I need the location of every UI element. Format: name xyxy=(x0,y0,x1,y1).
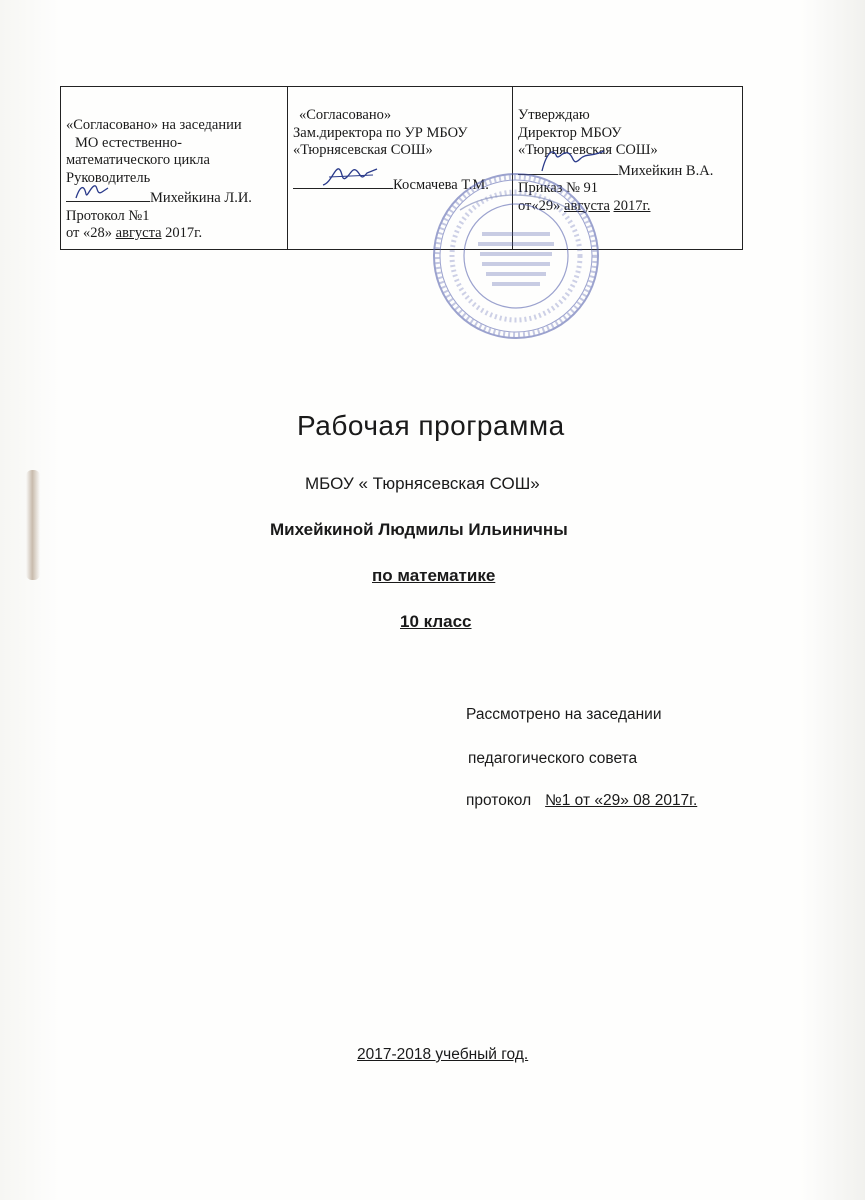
approval-deputy-line2: Зам.директора по УР МБОУ xyxy=(293,124,468,141)
approval-table xyxy=(60,86,743,250)
approval-director-signer: Михейкин В.А. xyxy=(618,162,714,179)
signature-mikheikina xyxy=(72,180,112,202)
grade-level: 10 класс xyxy=(400,612,472,631)
approval-director-date-year: 2017г. xyxy=(613,197,651,214)
approval-director-line2: Директор МБОУ xyxy=(518,124,622,141)
approval-director-order: Приказ № 91 xyxy=(518,180,599,196)
approval-mo-line1: «Согласовано» на заседании xyxy=(66,117,242,133)
approval-mo-line4: Руководитель xyxy=(66,169,151,186)
approval-director-line3: «Тюрнясевская СОШ» xyxy=(518,142,658,158)
approval-mo-line3: математического цикла xyxy=(66,152,210,168)
approval-director-date-month: августа xyxy=(564,197,610,214)
approval-mo-date-month: августа xyxy=(115,225,162,241)
approval-deputy-line1: «Согласовано» xyxy=(299,107,392,123)
approval-mo-signature-row xyxy=(66,187,282,208)
approval-director-line1: Утверждаю xyxy=(518,107,590,123)
school-name: МБОУ « Тюрнясевская СОШ» xyxy=(305,474,540,493)
approval-deputy-line3: «Тюрнясевская СОШ» xyxy=(293,142,433,158)
review-protocol-details: №1 от «29» 08 2017г. xyxy=(545,792,698,809)
paper-edge-mark xyxy=(26,470,40,580)
subject-name: по математике xyxy=(372,566,496,585)
approval-mo-date xyxy=(66,225,282,243)
approval-mo-line2: МО естественно- xyxy=(75,134,182,151)
signature-kosmacheva xyxy=(321,163,381,189)
document-title: Рабочая программа xyxy=(297,410,565,441)
signature-line-deputy xyxy=(293,174,393,189)
approval-mo-date-prefix: от «28» xyxy=(66,225,113,241)
signature-line-mo xyxy=(66,187,150,202)
approval-director-date-prefix: от«29» xyxy=(518,197,561,214)
approval-deputy-signer: Космачева Т.М. xyxy=(393,176,489,193)
school-seal-stamp xyxy=(430,170,602,342)
review-protocol-word: протокол xyxy=(466,792,532,809)
academic-year: 2017-2018 учебный год. xyxy=(357,1046,529,1063)
approval-cell-mo xyxy=(61,87,288,249)
review-protocol-row xyxy=(466,791,697,810)
approval-mo-protocol: Протокол №1 xyxy=(66,207,150,224)
review-line1: Рассмотрено на заседании xyxy=(466,706,662,723)
approval-mo-date-year: 2017г. xyxy=(165,225,203,241)
approval-mo-signer: Михейкина Л.И. xyxy=(150,190,252,206)
review-line2: педагогического совета xyxy=(468,750,638,767)
teacher-name: Михейкиной Людмилы Ильиничны xyxy=(270,520,568,539)
